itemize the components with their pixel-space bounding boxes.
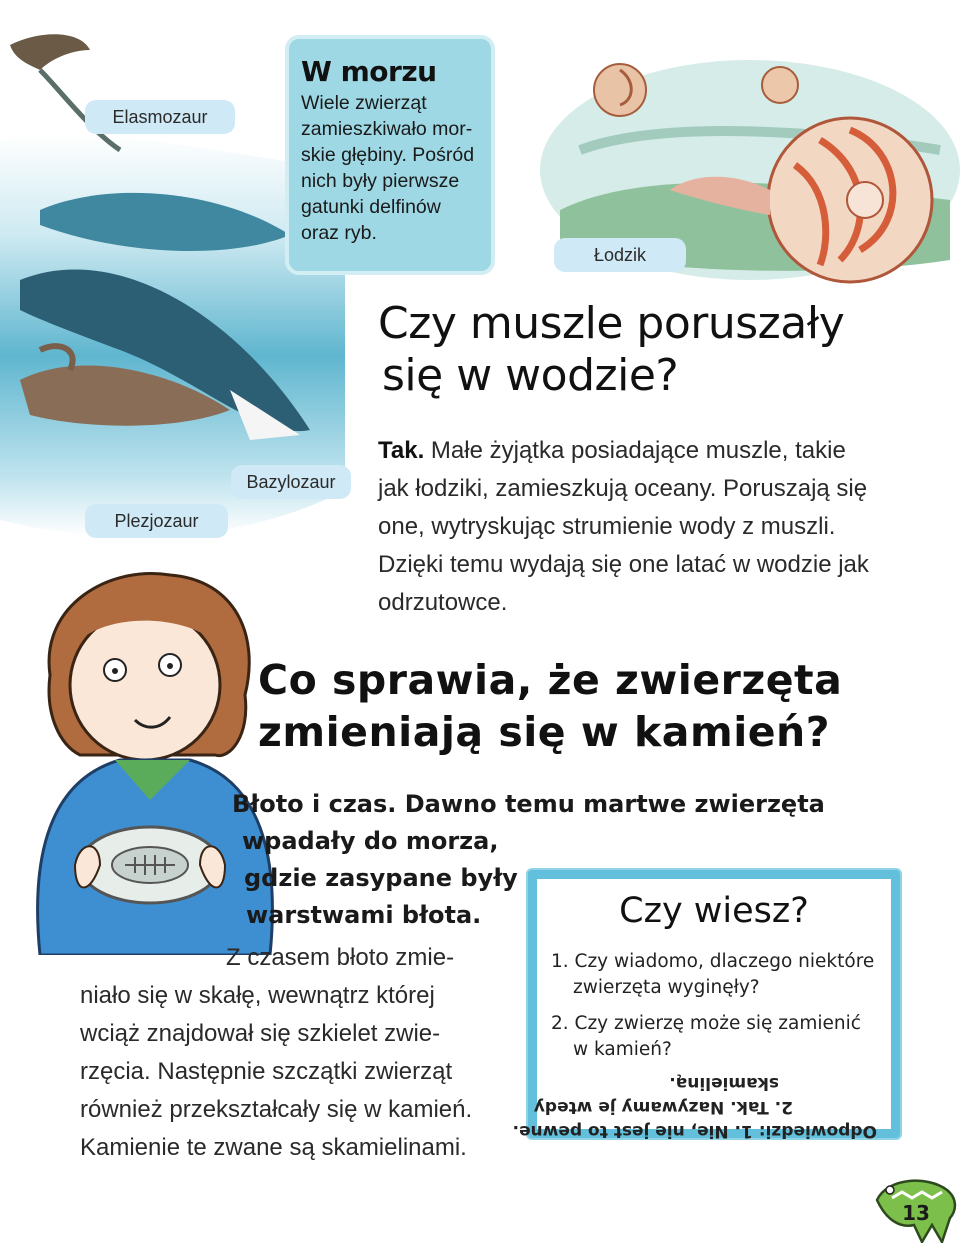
fossils-answer-line: wciąż znajdował się szkielet zwie- (80, 1020, 441, 1047)
fossils-question-line: zmieniają się w kamień? (258, 708, 831, 756)
label-lodzik: Łodzik (554, 238, 686, 272)
label-plezjozaur: Plezjozaur (85, 504, 228, 538)
sea-panel-line: nich były pierwsze (301, 170, 460, 192)
shells-answer-text: Małe żyjątka posiadające muszle, takie (424, 437, 846, 464)
shells-question-line: Czy muszle poruszały (378, 298, 845, 349)
fossils-answer-line: również przekształcały się w kamień. (80, 1096, 473, 1123)
did-you-know-box (512, 870, 900, 1141)
sea-panel-text (301, 90, 481, 246)
page-number: 13 (902, 1201, 930, 1225)
sea-panel-line: skie głębiny. Pośród (301, 144, 475, 166)
fossils-answer-line: Kamienie te zwane są skamielinami. (80, 1134, 467, 1161)
fossils-question-heading (258, 654, 842, 758)
quiz-answer-line: skamieliną. (669, 1073, 779, 1093)
quiz-question-line: zwierzęta wyginęły? (573, 977, 760, 998)
quiz-answer-line: 2. Tak. Nazywamy je wtedy (533, 1097, 793, 1117)
quiz-question-1 (551, 949, 874, 1001)
shells-answer-lead: Tak. (378, 437, 425, 464)
fossils-answer-bold-line: wpadały do morza, (242, 827, 499, 855)
quiz-question-line: w kamień? (573, 1039, 672, 1060)
shells-question-line: się w wodzie? (382, 350, 679, 401)
shells-answer (378, 432, 869, 622)
fossils-answer-bold-line: Błoto i czas. Dawno temu martwe zwierzęta (232, 790, 825, 818)
sea-panel-title: W morzu (301, 55, 437, 88)
quiz-title: Czy wiesz? (619, 891, 809, 931)
label-elasmozaur: Elasmozaur (85, 100, 235, 134)
shells-answer-line: one, wytryskując strumienie wody z muszli. (378, 513, 836, 540)
quiz-question-2 (551, 1011, 861, 1063)
fossils-answer-line: rzęcia. Następnie szczątki zwierząt (80, 1058, 453, 1085)
quiz-answer-line: Odpowiedzi: 1. Nie, nie jest to pewne. (512, 1121, 877, 1141)
shells-answer-line: Dzięki temu wydają się one latać w wodzie jak (378, 551, 869, 578)
quiz-question-line: 2. Czy zwierzę może się zamienić (551, 1013, 861, 1034)
sea-panel-line: oraz ryb. (301, 222, 377, 244)
sea-panel-line: gatunki delfinów (301, 196, 441, 218)
shells-answer-line: odrzutowce. (378, 589, 508, 616)
fossils-answer-text (80, 939, 472, 1167)
sea-info-panel (285, 35, 495, 275)
shells-answer-line (378, 432, 869, 470)
fossils-answer-line: Z czasem błoto zmie- (226, 944, 455, 971)
sea-panel-line: Wiele zwierząt (301, 92, 427, 114)
quiz-question-line: 1. Czy wiadomo, dlaczego niektóre (551, 951, 875, 972)
quiz-answers-upside-down (512, 1067, 891, 1143)
fossils-answer-bold-line: warstwami błota. (246, 901, 482, 929)
fossils-answer-bold-line: gdzie zasypane były (244, 864, 518, 892)
fossils-answer-line: niało się w skałę, wewnątrz której (80, 982, 435, 1009)
fossils-question-line: Co sprawia, że zwierzęta (258, 656, 843, 704)
shells-answer-line: jak łodziki, zamieszkują oceany. Poruszają się (378, 475, 868, 502)
sea-panel-line: zamieszkiwało mor- (301, 118, 473, 140)
page-number-mascot (872, 1170, 960, 1243)
label-bazylozaur: Bazylozaur (231, 465, 351, 499)
shells-question-heading (378, 298, 844, 402)
